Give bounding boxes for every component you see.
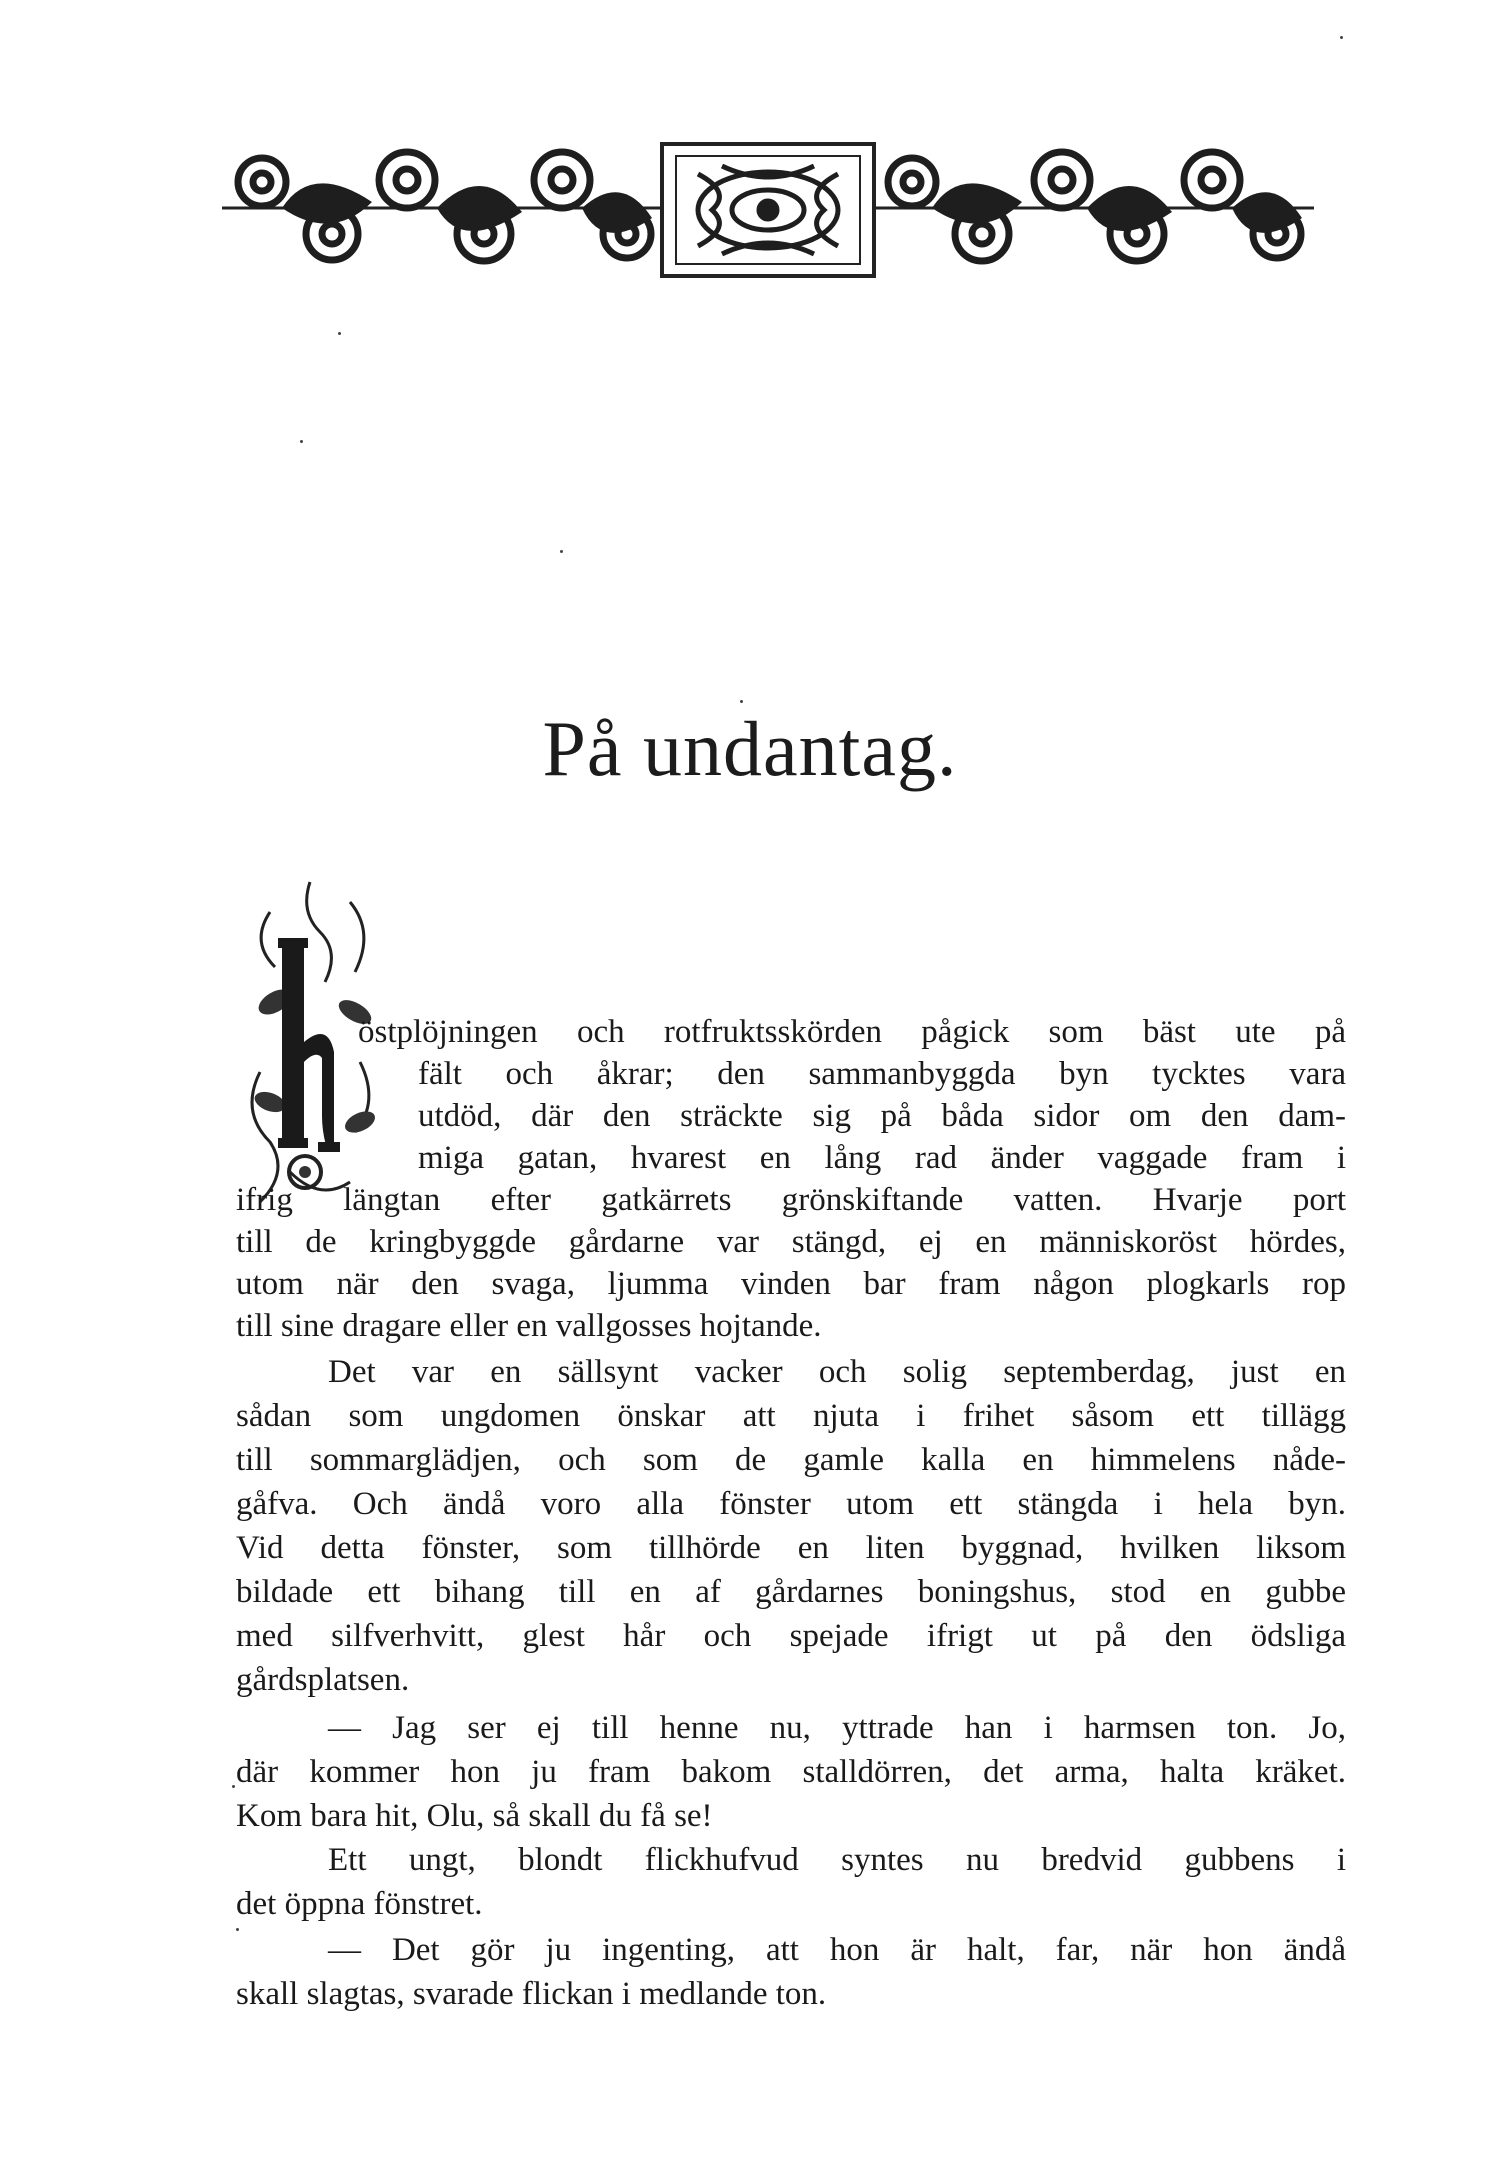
ornamental-headpiece	[222, 122, 1314, 294]
text-line: bildade ett bihang till en af gårdarnes boningshus, stod en gubbe	[236, 1574, 1346, 1610]
text-line: skall slagtas, svarade flickan i medlande ton.	[236, 1976, 827, 2012]
text-line: med silfverhvitt, glest hår och spejade ifrigt ut på den ödsliga	[236, 1618, 1346, 1654]
scan-speck	[338, 332, 341, 335]
text-line: — Jag ser ej till henne nu, yttrade han i harmsen ton. Jo,	[328, 1710, 1346, 1746]
scan-speck	[560, 550, 563, 553]
scan-speck	[236, 1928, 239, 1931]
decorated-initial-h-icon	[230, 872, 390, 1232]
text-line: Ett ungt, blondt flickhufvud syntes nu bredvid gubbens i	[328, 1842, 1346, 1878]
text-line: Kom bara hit, Olu, så skall du få se!	[236, 1798, 713, 1834]
scan-speck	[300, 440, 303, 443]
text-line: där kommer hon ju fram bakom stalldörren, det arma, halta kräket.	[236, 1754, 1346, 1790]
text-line: fält och åkrar; den sammanbyggda byn tycktes vara	[418, 1056, 1346, 1092]
text-line: gåfva. Och ändå voro alla fönster utom ett stängda i hela byn.	[236, 1486, 1346, 1522]
text-line: — Det gör ju ingenting, att hon är halt, far, när hon ändå	[328, 1932, 1346, 1968]
text-line: gårdsplatsen.	[236, 1662, 410, 1698]
text-line: östplöjningen och rotfruktsskörden pågick som bäst ute på	[358, 1014, 1346, 1050]
text-line: det öppna fönstret.	[236, 1886, 483, 1922]
text-line: till sine dragare eller en vallgosses hojtande.	[236, 1308, 822, 1344]
text-line: Det var en sällsynt vacker och solig septemberdag, just en	[328, 1354, 1346, 1390]
text-line: sådan som ungdomen önskar att njuta i frihet såsom ett tillägg	[236, 1398, 1346, 1434]
scan-speck	[740, 700, 743, 703]
text-line: till sommarglädjen, och som de gamle kalla en himmelens nåde-	[236, 1442, 1346, 1478]
text-line: Vid detta fönster, som tillhörde en liten byggnad, hvilken liksom	[236, 1530, 1346, 1566]
text-line: utom när den svaga, ljumma vinden bar fram någon plogkarls rop	[236, 1266, 1346, 1302]
scan-speck	[232, 1785, 235, 1788]
text-line: miga gatan, hvarest en lång rad änder vaggade fram i	[418, 1140, 1346, 1176]
text-line: till de kringbyggde gårdarne var stängd, ej en människoröst hördes,	[236, 1224, 1346, 1260]
scan-speck	[1340, 36, 1343, 39]
text-line: ifrig längtan efter gatkärrets grönskiftande vatten. Hvarje port	[236, 1182, 1346, 1218]
text-line: utdöd, där den sträckte sig på båda sidor om den dam-	[418, 1098, 1346, 1134]
chapter-title: På undantag.	[542, 705, 958, 792]
